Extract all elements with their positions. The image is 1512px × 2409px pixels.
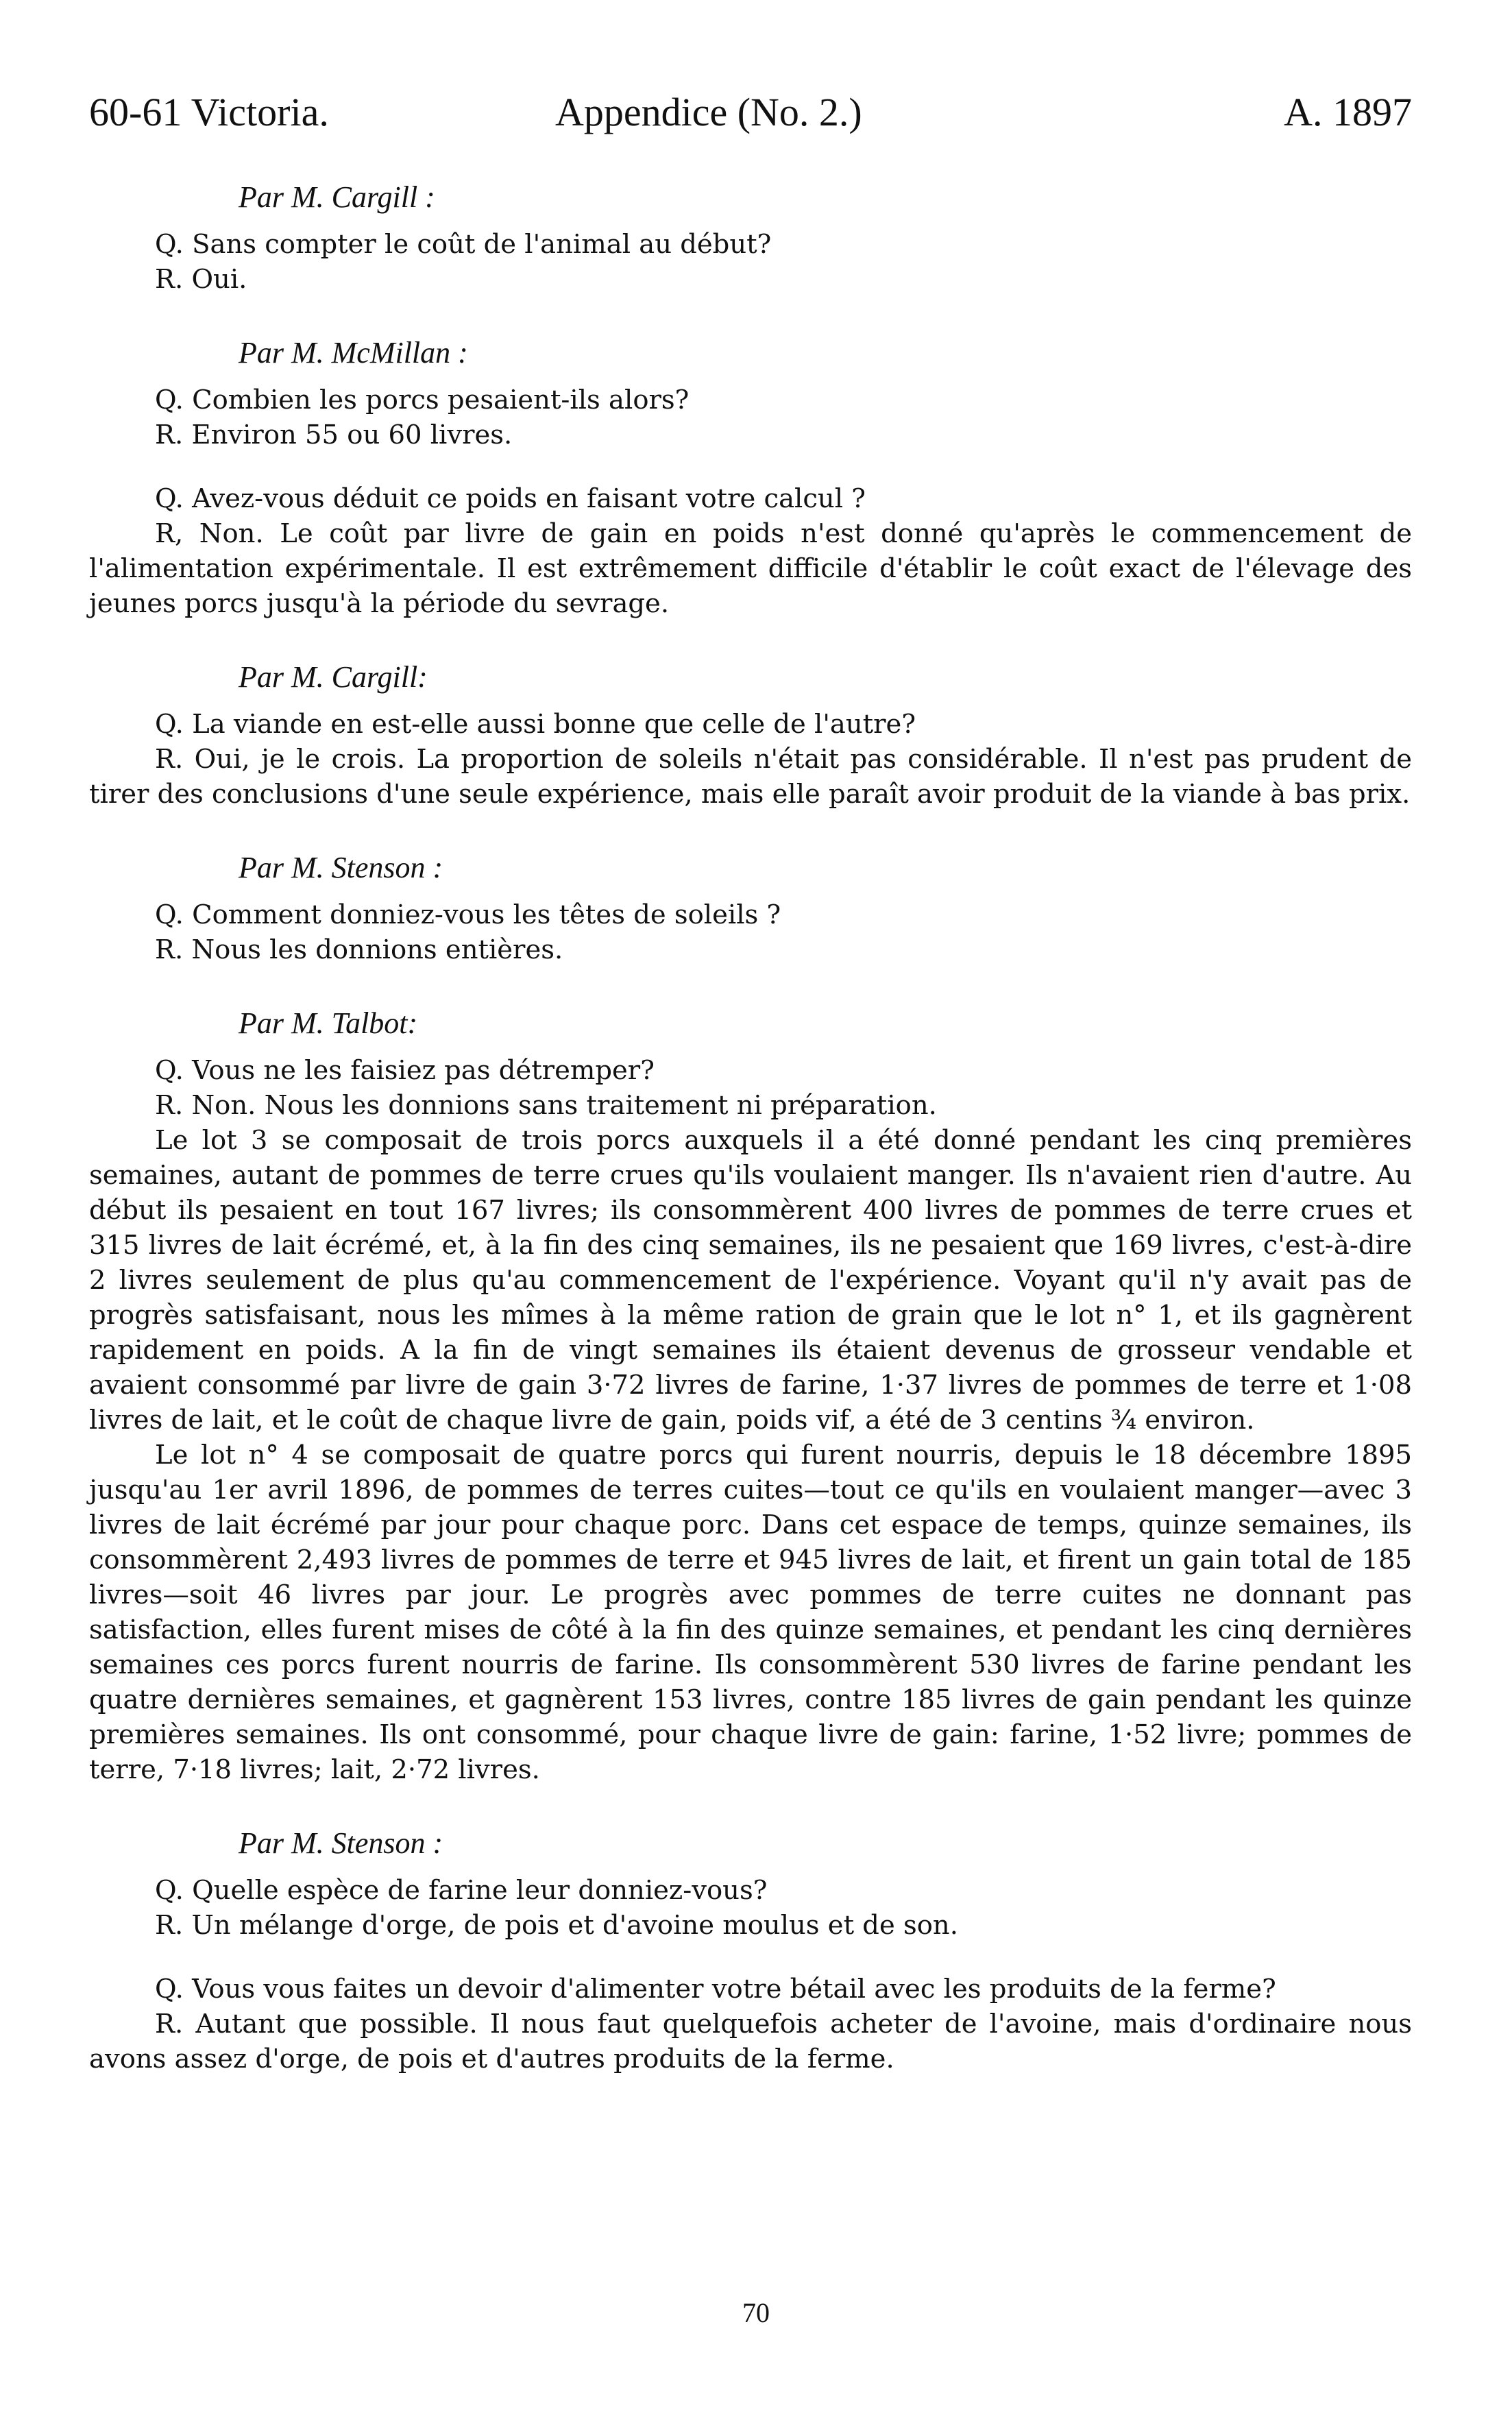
header-appendix: Appendice (No. 2.) [555,90,862,134]
speaker-heading: Par M. Stenson : [239,851,443,884]
header-session: 60-61 Victoria. [89,90,329,134]
speaker-heading: Par M. Cargill : [239,180,435,214]
qa-block [89,707,1412,812]
speaker-heading: Par M. Cargill: [239,660,428,694]
speaker-heading: Par M. Talbot: [239,1006,418,1040]
qa-block [89,383,1412,621]
speaker-heading: Par M. Stenson : [239,1826,443,1860]
answer: R. Un mélange d'orge, de pois et d'avoine moulus et de son. [155,1910,958,1941]
page-number: 70 [742,2297,770,2328]
answer: R. Nous les donnions entières. [155,934,563,965]
paragraph: Le lot 3 se composait de trois porcs auxquels il a été donné pendant les cinq premières semaines, autant de pommes de terre crues qu'ils voulaient manger. Ils n'avaient rien d'autre. Au début ils pesaient en tout 167 livres; ils consommèrent 400 livres de pommes de terre crues et 315 livres de lait écrémé, et, à la fin des cinq semaines, ils ne pesaient que 169 livres, c'est-à-dire 2 livres seulement de plus qu'au commencement de l'expérience. Voyant qu'il n'y avait pas de progrès satisfaisant, nous les mîmes à la même ration de grain que le lot n° 1, et ils gagnèrent rapidement en poids. A la fin de vingt semaines ils étaient devenus de grosseur vendable et avaient consommé par livre de gain 3·72 livres de farine, 1·37 livres de pommes de terre et 1·08 livres de lait, et le coût de chaque livre de gain, poids vif, a été de 3 centins ¾ environ. [89,1125,1412,1436]
answer: R. Oui. [155,264,247,295]
question: Q. Combien les porcs pesaient-ils alors? [155,385,690,415]
body-text [89,180,1412,2077]
paragraph: Le lot n° 4 se composait de quatre porcs qui furent nourris, depuis le 18 décembre 1895 jusqu'au 1er avril 1896, de pommes de terres cuites—tout ce qu'ils en voulaient manger—avec 3 livres de lait écrémé par jour pour chaque porc. Dans cet espace de temps, quinze semaines, ils consommèrent 2,493 livres de pommes de terre et 945 livres de lait, et firent un gain total de 185 livres—soit 46 livres par jour. Le progrès avec pommes de terre cuites ne donnant pas satisfaction, elles furent mises de côté à la fin des quinze semaines, et pendant les cinq dernières semaines ces porcs furent nourris de farine. Ils consommèrent 530 livres de farine pendant les quatre dernières semaines, et gagnèrent 153 livres, contre 185 livres de gain pendant les quinze premières semaines. Ils ont consommé, pour chaque livre de gain: farine, 1·52 livre; pommes de terre, 7·18 livres; lait, 2·72 livres. [89,1440,1412,1785]
question: Q. Quelle espèce de farine leur donniez-vous? [155,1875,768,1906]
answer: R. Oui, je le crois. La proportion de soleils n'était pas considérable. Il n'est pas prudent de tirer des conclusions d'une seule expérience, mais elle paraît avoir produit de la viande à bas prix. [89,744,1412,810]
answer: R, Non. Le coût par livre de gain en poids n'est donné qu'après le commencement de l'alimentation expérimentale. Il est extrêmement difficile d'établir le coût exact de l'élevage des jeunes porcs jusqu'à la période du sevrage. [89,518,1412,619]
answer: R. Environ 55 ou 60 livres. [155,420,513,450]
question: Q. Comment donniez-vous les têtes de soleils ? [155,899,781,930]
question: Q. Vous ne les faisiez pas détremper? [155,1055,655,1086]
speaker-heading: Par M. McMillan : [239,336,468,370]
header-year: A. 1897 [1284,90,1412,134]
running-head [89,69,1412,151]
question: Q. Sans compter le coût de l'animal au début? [155,229,772,260]
qa-block [89,1053,1412,1787]
question: Q. La viande en est-elle aussi bonne que celle de l'autre? [155,709,916,740]
document-page [89,69,1412,2077]
question: Q. Avez-vous déduit ce poids en faisant votre calcul ? [155,483,866,514]
qa-block [89,227,1412,297]
qa-block [89,1873,1412,2077]
answer: R. Non. Nous les donnions sans traitement ni préparation. [155,1090,937,1121]
answer: R. Autant que possible. Il nous faut quelquefois acheter de l'avoine, mais d'ordinaire nous avons assez d'orge, de pois et d'autres produits de la ferme. [89,2009,1412,2074]
question: Q. Vous vous faites un devoir d'alimenter votre bétail avec les produits de la ferme? [155,1974,1276,2005]
qa-block [89,897,1412,967]
